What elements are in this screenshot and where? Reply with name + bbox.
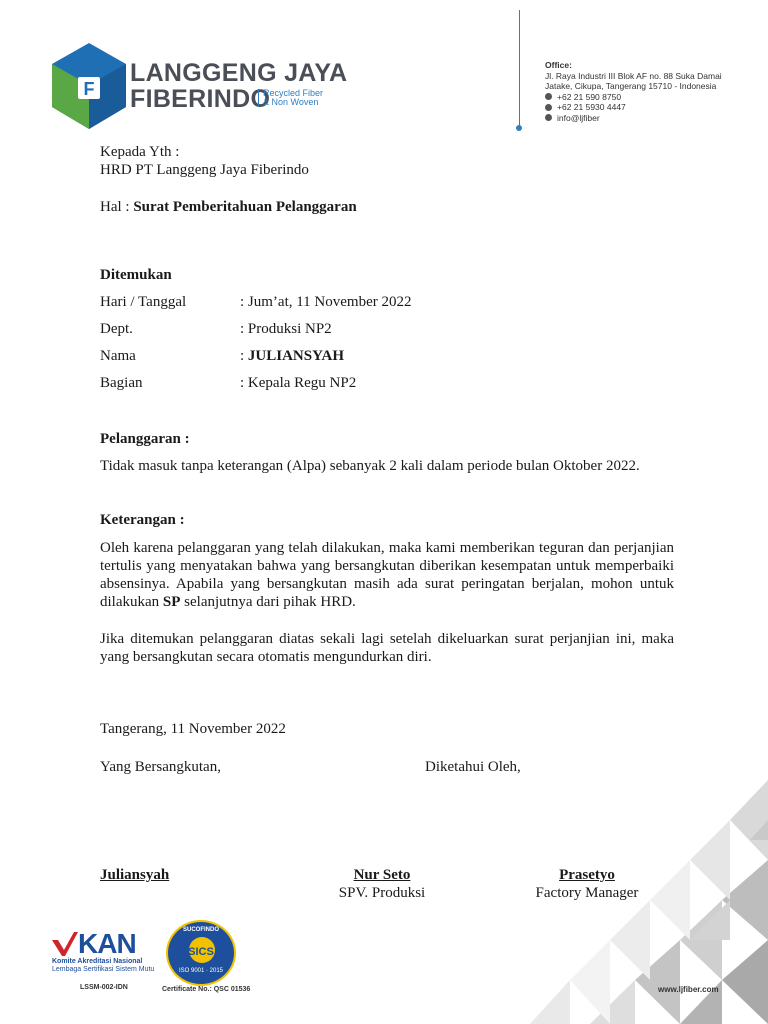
- company-logo-icon: [52, 43, 126, 129]
- website-link[interactable]: www.ljfiber.com: [658, 985, 719, 994]
- certificate-number: Certificate No.: QSC 01536: [162, 986, 251, 993]
- office-info: [545, 60, 765, 123]
- tagline-line2: & Non Woven: [263, 97, 319, 107]
- tagline-line1: Recycled Fiber: [263, 88, 324, 98]
- notes-p1-end: selanjutnya dari pihak HRD.: [180, 594, 356, 610]
- office-phone-2: [545, 102, 765, 113]
- violation-heading: Pelanggaran :: [100, 431, 190, 447]
- place-date: Tangerang, 11 November 2022: [100, 721, 286, 737]
- phone-icon: [545, 93, 552, 100]
- subject-text: Surat Pemberitahuan Pelanggaran: [133, 199, 357, 215]
- signature-block-3: [521, 866, 653, 902]
- addressee-line1: Kepada Yth :: [100, 144, 180, 160]
- office-phone-1: [545, 92, 765, 103]
- office-social: [545, 113, 765, 124]
- kan-logo: [52, 930, 172, 992]
- notes-p1-sp: SP: [162, 594, 181, 610]
- field-row-dept: [100, 320, 332, 338]
- kan-code: LSSM-002-IDN: [80, 984, 128, 991]
- sics-top-text: SUCOFINDO: [183, 927, 219, 933]
- fax-icon: [545, 104, 552, 111]
- sics-bottom-text: ISO 9001 · 2015: [178, 968, 224, 974]
- office-address-2: Jatake, Cikupa, Tangerang 15710 - Indonesia: [545, 81, 717, 91]
- kan-line2: Lembaga Sertifikasi Sistem Mutu: [52, 966, 155, 973]
- office-address-1: Jl. Raya Industri III Blok AF no. 88 Suka Damai: [545, 70, 722, 81]
- party-acknowledged: Diketahui Oleh,: [425, 759, 521, 775]
- field-value: : Produksi NP2: [240, 321, 332, 337]
- svg-text:F: F: [83, 79, 95, 99]
- kan-wordmark: KAN: [78, 928, 136, 959]
- phone-1-text: +62 21 590 8750: [557, 91, 622, 102]
- triangle-pattern-decoration: [460, 780, 768, 1024]
- signature-title-2: SPV. Produksi: [338, 885, 426, 901]
- company-tagline: [258, 89, 323, 107]
- field-label: Bagian: [100, 375, 143, 391]
- kan-check-icon: [52, 932, 78, 956]
- header-divider: [519, 10, 520, 128]
- field-row-date: [100, 293, 412, 311]
- company-name-line2: FIBERINDO: [130, 85, 271, 113]
- phone-2-text: +62 21 5930 4447: [557, 102, 626, 112]
- field-value: JULIANSYAH: [247, 348, 345, 364]
- signature-name-1: Juliansyah: [100, 867, 170, 883]
- field-label: Dept.: [100, 321, 133, 337]
- notes-p1-text: Oleh karena pelanggaran yang telah dilakukan, maka kami memberikan teguran dan perjanjian tertulis yang menyatakan bahwa yang bersangkutan diberikan kesempatan untuk memperbaiki absensinya. Apabila yang bersangkutan masih ada surat peringatan berjalan, mohon untuk dilakukan: [100, 540, 674, 610]
- field-value: : Jum’at, 11 November 2022: [240, 294, 412, 310]
- signature-name-3: Prasetyo: [559, 867, 615, 883]
- divider-dot: [516, 125, 522, 131]
- notes-heading: Keterangan :: [100, 512, 185, 528]
- addressee: [100, 143, 309, 179]
- addressee-line2: HRD PT Langgeng Jaya Fiberindo: [100, 162, 309, 178]
- instagram-icon: [545, 114, 552, 121]
- field-label: Nama: [100, 348, 136, 364]
- field-label: Hari / Tanggal: [100, 294, 187, 310]
- party-concerned: Yang Bersangkutan,: [100, 759, 221, 775]
- sics-badge: [166, 920, 236, 986]
- field-colon: :: [240, 348, 248, 364]
- field-value: : Kepala Regu NP2: [240, 375, 357, 391]
- office-title: Office:: [545, 60, 572, 70]
- company-name-line1: LANGGENG JAYA: [130, 59, 348, 87]
- found-heading: Ditemukan: [100, 267, 172, 283]
- notes-paragraph-1: [100, 539, 674, 611]
- subject-label: Hal :: [100, 199, 130, 215]
- signature-name-2: Nur Seto: [353, 867, 411, 883]
- signature-title-3: Factory Manager: [535, 885, 639, 901]
- subject-line: [100, 198, 357, 216]
- sics-mid-text: SICS: [188, 946, 214, 958]
- field-row-name: [100, 347, 344, 365]
- field-row-section: [100, 374, 356, 392]
- violation-text: Tidak masuk tanpa keterangan (Alpa) sebanyak 2 kali dalam periode bulan Oktober 2022.: [100, 458, 640, 474]
- notes-paragraph-2: Jika ditemukan pelanggaran diatas sekali lagi setelah dikeluarkan surat perjanjian ini, maka yang bersangkutan secara otomatis mengundurkan diri.: [100, 631, 674, 665]
- signature-block-2: [322, 866, 442, 902]
- social-text: info@ljfiber: [557, 112, 600, 123]
- kan-line1: Komite Akreditasi Nasional: [52, 958, 143, 965]
